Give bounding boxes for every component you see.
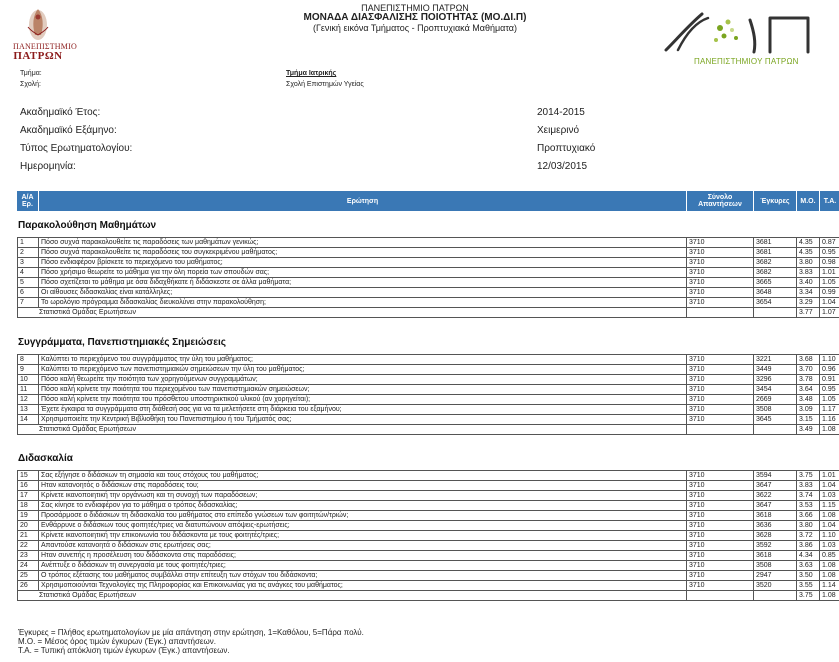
cell-t: 3710 [686,287,753,298]
cell-s: 0.96 [819,364,839,375]
cell-s: 1.01 [819,267,839,278]
cell-q: Σας κίνησε το ενδιαφέρον για το μάθημα ο τρόπος διδασκαλίας; [38,500,687,511]
cell-n: 13 [17,404,39,415]
cell-s: 1.04 [819,480,839,491]
table-row [17,247,836,257]
table-row [17,374,836,384]
cell-v: 3636 [753,520,796,531]
cell-q: Έχετε έγκαιρα τα συγγράμματα στη διάθεσή σας για να τα μελετήσετε στη διάρκεια του εξαμήνου; [38,404,687,415]
footnote-mean: Μ.Ο. = Μέσος όρος τιμών έγκυρων (Έγκ.) απαντήσεων. [18,637,216,646]
cell-s: 0.98 [819,257,839,268]
cell-s: 1.08 [819,510,839,521]
table-row [17,404,836,414]
table-row [17,490,836,500]
logo-left-line1: ΠΑΝΕΠΙΣΤΗΜΙΟ [13,42,77,51]
cell-v: 3654 [753,297,796,308]
modip-logo-icon [658,8,828,58]
empty-cell [753,424,796,435]
cell-n: 21 [17,530,39,541]
cell-n: 20 [17,520,39,531]
cell-n: 26 [17,580,39,591]
cell-m: 3.29 [796,297,819,308]
info-row-year [20,107,720,125]
group-mean: 3.75 [796,590,819,601]
cell-v: 3449 [753,364,796,375]
table-row [17,257,836,267]
department-value: Τμήμα Ιατρικής [286,70,337,77]
cell-m: 3.83 [796,267,819,278]
cell-n: 15 [17,470,39,481]
cell-t: 3710 [686,470,753,481]
cell-v: 3681 [753,237,796,248]
cell-m: 3.75 [796,470,819,481]
cell-v: 2669 [753,394,796,405]
section-title: Διδασκαλία [18,453,73,464]
table-row [17,414,836,424]
cell-v: 3508 [753,404,796,415]
department-label: Τμήμα: [20,70,42,77]
table-row [17,267,836,277]
footnote-sd: Τ.Α. = Τυπική απόκλιση τιμών έγκυρων (Έγκ.) απαντήσεων. [18,646,230,655]
cell-q: Ανέπτυξε ο διδάσκων τη συνεργασία με τους φοιτητές/τριες; [38,560,687,571]
info-value: 12/03/2015 [537,161,588,172]
cell-q: Ηταν συνεπής η προσέλευση του διδάσκοντα στις παραδόσεις; [38,550,687,561]
cell-t: 3710 [686,490,753,501]
cell-m: 3.50 [796,570,819,581]
group-stats-label: Στατιστικά Ομάδας Ερωτήσεων [17,590,687,601]
empty-cell [753,307,796,318]
cell-v: 3648 [753,287,796,298]
cell-q: Πόσο χρήσιμο θεωρείτε το μάθημα για την όλη πορεία των σπουδών σας; [38,267,687,278]
cell-v: 3454 [753,384,796,395]
cell-s: 0.85 [819,550,839,561]
table-row [17,500,836,510]
cell-q: Ηταν κατανοητός ο διδάσκων στις παραδόσεις του; [38,480,687,491]
table-row [17,287,836,297]
cell-n: 19 [17,510,39,521]
cell-q: Κρίνετε ικανοποιητική την οργάνωση και τη συνοχή των παραδόσεων; [38,490,687,501]
cell-m: 3.40 [796,277,819,288]
logo-left-line2: ΠΑΤΡΩΝ [13,50,63,62]
footnote-valid: Έγκυρες = Πλήθος ερωτηματολογίων με μία απάντηση στην ερώτηση, 1=Καθόλου, 5=Πάρα πολύ. [18,628,364,637]
cell-n: 10 [17,374,39,385]
cell-q: Οι αίθουσες διδασκαλίας είναι κατάλληλες; [38,287,687,298]
cell-m: 3.34 [796,287,819,298]
cell-s: 1.17 [819,404,839,415]
info-label: Τύπος Ερωτηματολογίου: [20,143,133,154]
cell-v: 3647 [753,500,796,511]
col-header-question: Ερώτηση [39,191,686,211]
cell-m: 3.83 [796,480,819,491]
cell-v: 3296 [753,374,796,385]
cell-q: Χρησιμοποιείτε την Κεντρική Βιβλιοθήκη του Πανεπιστημίου ή του Τμήματός σας; [38,414,687,425]
cell-n: 23 [17,550,39,561]
header-subtitle: (Γενική εικόνα Τμήματος - Προπτυχιακά Μαθήματα) [312,23,518,33]
cell-n: 6 [17,287,39,298]
cell-s: 1.10 [819,354,839,365]
group-sd: 1.08 [819,424,839,435]
table-row [17,277,836,287]
cell-m: 3.09 [796,404,819,415]
cell-s: 0.99 [819,287,839,298]
footnotes [18,628,364,655]
cell-n: 7 [17,297,39,308]
cell-s: 1.01 [819,470,839,481]
cell-s: 1.03 [819,540,839,551]
empty-cell [686,307,753,318]
cell-m: 4.34 [796,550,819,561]
cell-q: Πόσο καλή κρίνετε την ποιότητα του περιεχομένου των πανεπιστημιακών σημειώσεων; [38,384,687,395]
cell-v: 2947 [753,570,796,581]
cell-q: Πόσο καλή θεωρείτε την ποιότητα των χορηγούμενων συγγραμμάτων; [38,374,687,385]
cell-s: 0.91 [819,374,839,385]
cell-s: 1.15 [819,500,839,511]
col-header-sd: Τ.Α. [820,191,839,211]
cell-v: 3682 [753,257,796,268]
cell-t: 3710 [686,277,753,288]
cell-v: 3645 [753,414,796,425]
cell-t: 3710 [686,500,753,511]
cell-q: Απαντούσε κατανοητά ο διδάσκων στις ερωτήσεις σας; [38,540,687,551]
table-row [17,520,836,530]
cell-n: 24 [17,560,39,571]
cell-q: Χρησιμοποιούνται Τεχνολογίες της Πληροφορίας και Επικοινωνίας για τις ανάγκες του μαθήματος; [38,580,687,591]
cell-v: 3665 [753,277,796,288]
cell-q: Σας εξήγησε ο διδάσκων τη σημασία και τους στόχους του μαθήματος; [38,470,687,481]
cell-t: 3710 [686,257,753,268]
cell-m: 3.48 [796,394,819,405]
modip-logo-subtitle: ΠΑΝΕΠΙΣΤΗΜΙΟΥ ΠΑΤΡΩΝ [694,57,799,66]
section-title: Παρακολούθηση Μαθημάτων [18,220,157,231]
cell-t: 3710 [686,354,753,365]
cell-n: 1 [17,237,39,248]
cell-s: 0.95 [819,247,839,258]
col-header-number: Α/Α Ερ. [17,191,38,211]
cell-v: 3628 [753,530,796,541]
cell-n: 3 [17,257,39,268]
group-sd: 1.07 [819,307,839,318]
cell-t: 3710 [686,374,753,385]
cell-s: 1.05 [819,277,839,288]
cell-m: 3.86 [796,540,819,551]
cell-v: 3682 [753,267,796,278]
cell-n: 16 [17,480,39,491]
cell-n: 11 [17,384,39,395]
cell-s: 1.05 [819,394,839,405]
cell-v: 3592 [753,540,796,551]
cell-t: 3710 [686,570,753,581]
table-row [17,384,836,394]
info-row-type [20,143,720,161]
cell-n: 25 [17,570,39,581]
cell-m: 3.15 [796,414,819,425]
table-row [17,580,836,590]
cell-q: Πόσο σχετίζεται το μάθημα με όσα διδαχθήκατε ή διδάσκεστε σε άλλα μαθήματα; [38,277,687,288]
cell-m: 4.35 [796,247,819,258]
cell-t: 3710 [686,414,753,425]
cell-t: 3710 [686,384,753,395]
section-title: Συγγράμματα, Πανεπιστημιακές Σημειώσεις [18,337,226,348]
group-stats-row [17,590,836,600]
cell-t: 3710 [686,540,753,551]
table-row [17,510,836,520]
empty-cell [686,590,753,601]
cell-q: Ο τρόπος εξέτασης του μαθήματος συμβάλλει στην επίτευξη των στόχων του διδάσκοντα; [38,570,687,581]
cell-q: Πόσο συχνά παρακολουθείτε τις παραδόσεις του συγκεκριμένου μαθήματος; [38,247,687,258]
col-header-valid: Έγκυρες [754,191,796,211]
unit-name: ΜΟΝΑΔΑ ΔΙΑΣΦΑΛΙΣΗΣ ΠΟΙΟΤΗΤΑΣ (ΜΟ.ΔΙ.Π) [303,12,527,23]
cell-n: 22 [17,540,39,551]
cell-t: 3710 [686,520,753,531]
table-row [17,480,836,490]
cell-s: 1.16 [819,414,839,425]
cell-m: 4.35 [796,237,819,248]
info-label: Ακαδημαϊκό Έτος: [20,107,101,118]
cell-n: 2 [17,247,39,258]
cell-m: 3.80 [796,520,819,531]
cell-n: 9 [17,364,39,375]
group-sd: 1.08 [819,590,839,601]
cell-q: Κρίνετε ικανοποιητική την επικοινωνία του διδάσκοντα με τους φοιτητές/τριες; [38,530,687,541]
cell-m: 3.74 [796,490,819,501]
cell-s: 1.08 [819,570,839,581]
cell-q: Το ωρολόγιο πρόγραμμα διδασκαλίας διευκολύνει στην παρακολούθηση; [38,297,687,308]
group-mean: 3.77 [796,307,819,318]
cell-n: 18 [17,500,39,511]
info-label: Ακαδημαϊκό Εξάμηνο: [20,125,117,136]
university-name: ΠΑΝΕΠΙΣΤΗΜΙΟ ΠΑΤΡΩΝ [361,3,469,13]
cell-t: 3710 [686,297,753,308]
cell-m: 3.55 [796,580,819,591]
cell-v: 3618 [753,510,796,521]
cell-n: 17 [17,490,39,501]
cell-q: Πόσο καλή κρίνετε την ποιότητα του πρόσθετου υποστηρικτικού υλικού (αν χορηγείται); [38,394,687,405]
cell-t: 3710 [686,247,753,258]
cell-q: Πόσο συχνά παρακολουθείτε τις παραδόσεις των μαθημάτων γενικώς; [38,237,687,248]
cell-v: 3647 [753,480,796,491]
cell-t: 3710 [686,560,753,571]
university-seal-icon [13,5,63,43]
cell-m: 3.66 [796,510,819,521]
cell-v: 3681 [753,247,796,258]
cell-t: 3710 [686,267,753,278]
cell-v: 3594 [753,470,796,481]
table-row [17,550,836,560]
group-stats-row [17,307,836,317]
table-row [17,560,836,570]
group-stats-row [17,424,836,434]
group-stats-label: Στατιστικά Ομάδας Ερωτήσεων [17,307,687,318]
school-label: Σχολή: [20,81,41,88]
cell-q: Πόσο ενδιαφέρον βρίσκετε το περιεχόμενο του μαθήματος; [38,257,687,268]
cell-v: 3618 [753,550,796,561]
table-header [17,191,837,211]
cell-t: 3710 [686,364,753,375]
cell-m: 3.78 [796,374,819,385]
cell-s: 0.87 [819,237,839,248]
cell-n: 8 [17,354,39,365]
cell-t: 3710 [686,394,753,405]
cell-n: 12 [17,394,39,405]
cell-t: 3710 [686,237,753,248]
info-value: Χειμερινό [537,125,580,136]
cell-t: 3710 [686,404,753,415]
info-row-date [20,161,720,179]
table-row [17,540,836,550]
cell-m: 3.53 [796,500,819,511]
info-value: 2014-2015 [537,107,585,118]
document-header [200,3,630,33]
university-logo [13,5,77,63]
table-row [17,364,836,374]
table-row [17,237,836,247]
cell-v: 3221 [753,354,796,365]
empty-cell [686,424,753,435]
cell-m: 3.68 [796,354,819,365]
empty-cell [753,590,796,601]
cell-v: 3622 [753,490,796,501]
cell-n: 4 [17,267,39,278]
cell-m: 3.80 [796,257,819,268]
cell-t: 3710 [686,510,753,521]
table-row [17,470,836,480]
cell-m: 3.63 [796,560,819,571]
cell-s: 1.10 [819,530,839,541]
info-value: Προπτυχιακό [537,143,596,154]
cell-s: 1.14 [819,580,839,591]
cell-v: 3508 [753,560,796,571]
cell-q: Καλύπτει το περιεχόμενο των πανεπιστημιακών σημειώσεων την ύλη του μαθήματος; [38,364,687,375]
table-row [17,297,836,307]
school-value: Σχολή Επιστημών Υγείας [286,81,364,88]
cell-q: Ενθάρρυνε ο διδάσκων τους φοιτητές/τριες να διατυπώνουν απόψεις-ερωτήσεις; [38,520,687,531]
table-row [17,394,836,404]
info-label: Ημερομηνία: [20,161,76,172]
cell-m: 3.70 [796,364,819,375]
cell-v: 3520 [753,580,796,591]
cell-m: 3.72 [796,530,819,541]
col-header-total: Σύνολο Απαντήσεων [687,191,753,211]
cell-s: 0.95 [819,384,839,395]
table-row [17,354,836,364]
cell-t: 3710 [686,480,753,491]
cell-n: 14 [17,414,39,425]
col-header-mean: Μ.Ο. [797,191,819,211]
cell-n: 5 [17,277,39,288]
cell-s: 1.03 [819,490,839,501]
table-row [17,570,836,580]
cell-q: Προσάρμοσε ο διδάσκων τη διδασκαλία του μαθήματος στο επίπεδο γνώσεων των φοιτητών/τριών; [38,510,687,521]
modip-logo [658,8,828,68]
cell-s: 1.04 [819,297,839,308]
cell-s: 1.04 [819,520,839,531]
cell-q: Καλύπτει το περιεχόμενο του συγγράμματος την ύλη του μαθήματος; [38,354,687,365]
cell-t: 3710 [686,580,753,591]
cell-t: 3710 [686,530,753,541]
cell-s: 1.08 [819,560,839,571]
group-stats-label: Στατιστικά Ομάδας Ερωτήσεων [17,424,687,435]
cell-m: 3.64 [796,384,819,395]
group-mean: 3.49 [796,424,819,435]
table-row [17,530,836,540]
info-row-semester [20,125,720,143]
cell-t: 3710 [686,550,753,561]
